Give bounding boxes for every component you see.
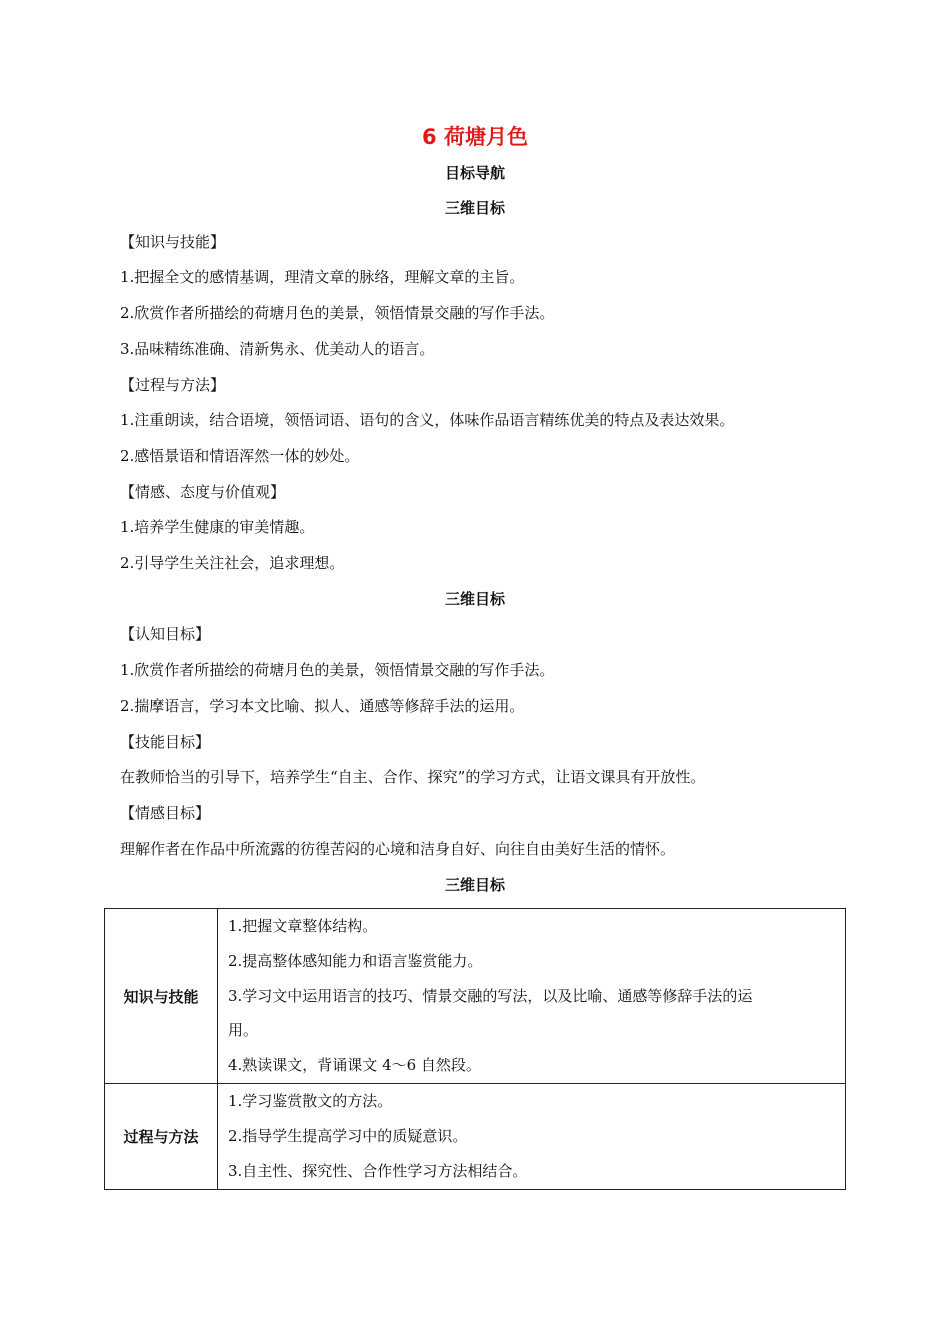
section2-skill-item-1: 在教师恰当的引导下，培养学生“自主、合作、探究”的学习方式，让语文课具有开放性。 — [120, 768, 706, 786]
section2-heading: 三维目标 — [444, 590, 505, 608]
table-items-cell — [218, 909, 846, 1084]
section1-process-item-1: 1.注重朗读，结合语境，领悟词语、语句的含义，体味作品语言精练优美的特点及表达效果。 — [120, 411, 735, 429]
table-item: 2.指导学生提高学习中的质疑意识。 — [228, 1127, 468, 1145]
table-item: 1.把握文章整体结构。 — [228, 917, 378, 935]
section3-heading: 三维目标 — [444, 876, 505, 894]
section1-group-label-knowledge: 【知识与技能】 — [120, 233, 226, 251]
section1-group-label-process: 【过程与方法】 — [120, 376, 226, 394]
section1-heading: 三维目标 — [444, 199, 505, 217]
section1-knowledge-item-1: 1.把握全文的感情基调，理清文章的脉络，理解文章的主旨。 — [120, 268, 525, 286]
section2-group-label-emotion: 【情感目标】 — [120, 804, 211, 822]
goals-table — [104, 908, 846, 1190]
section2-cognitive-item-2: 2.揣摩语言，学习本文比喻、拟人、通感等修辞手法的运用。 — [120, 697, 525, 715]
section1-knowledge-item-2: 2.欣赏作者所描绘的荷塘月色的美景，领悟情景交融的写作手法。 — [120, 304, 555, 322]
section1-emotion-item-1: 1.培养学生健康的审美情趣。 — [120, 518, 315, 536]
table-row — [105, 1084, 846, 1190]
table-category-cell: 过程与方法 — [105, 1084, 218, 1190]
table-item: 4.熟读课文，背诵课文 4～6 自然段。 — [228, 1056, 481, 1074]
table-item: 3.学习文中运用语言的技巧、情景交融的写法，以及比喻、通感等修辞手法的运 — [228, 987, 753, 1005]
table-item: 2.提高整体感知能力和语言鉴赏能力。 — [228, 952, 483, 970]
section2-group-label-skill: 【技能目标】 — [120, 733, 211, 751]
table-category-cell: 知识与技能 — [105, 909, 218, 1084]
nav-heading: 目标导航 — [444, 164, 505, 182]
section1-group-label-emotion: 【情感、态度与价值观】 — [120, 483, 286, 501]
table-row — [105, 909, 846, 1084]
lesson-title: 6 荷塘月色 — [422, 125, 528, 149]
section1-knowledge-item-3: 3.品味精练准确、清新隽永、优美动人的语言。 — [120, 340, 435, 358]
section1-emotion-item-2: 2.引导学生关注社会，追求理想。 — [120, 554, 345, 572]
table-item: 1.学习鉴赏散文的方法。 — [228, 1092, 393, 1110]
section1-process-item-2: 2.感悟景语和情语浑然一体的妙处。 — [120, 447, 360, 465]
section2-emotion-item-1: 理解作者在作品中所流露的彷徨苦闷的心境和洁身自好、向往自由美好生活的情怀。 — [120, 840, 676, 858]
section2-group-label-cognitive: 【认知目标】 — [120, 625, 211, 643]
table-items-cell — [218, 1084, 846, 1190]
section2-cognitive-item-1: 1.欣赏作者所描绘的荷塘月色的美景，领悟情景交融的写作手法。 — [120, 661, 555, 679]
table-item: 3.自主性、探究性、合作性学习方法相结合。 — [228, 1162, 528, 1180]
table-item: 用。 — [228, 1021, 259, 1039]
